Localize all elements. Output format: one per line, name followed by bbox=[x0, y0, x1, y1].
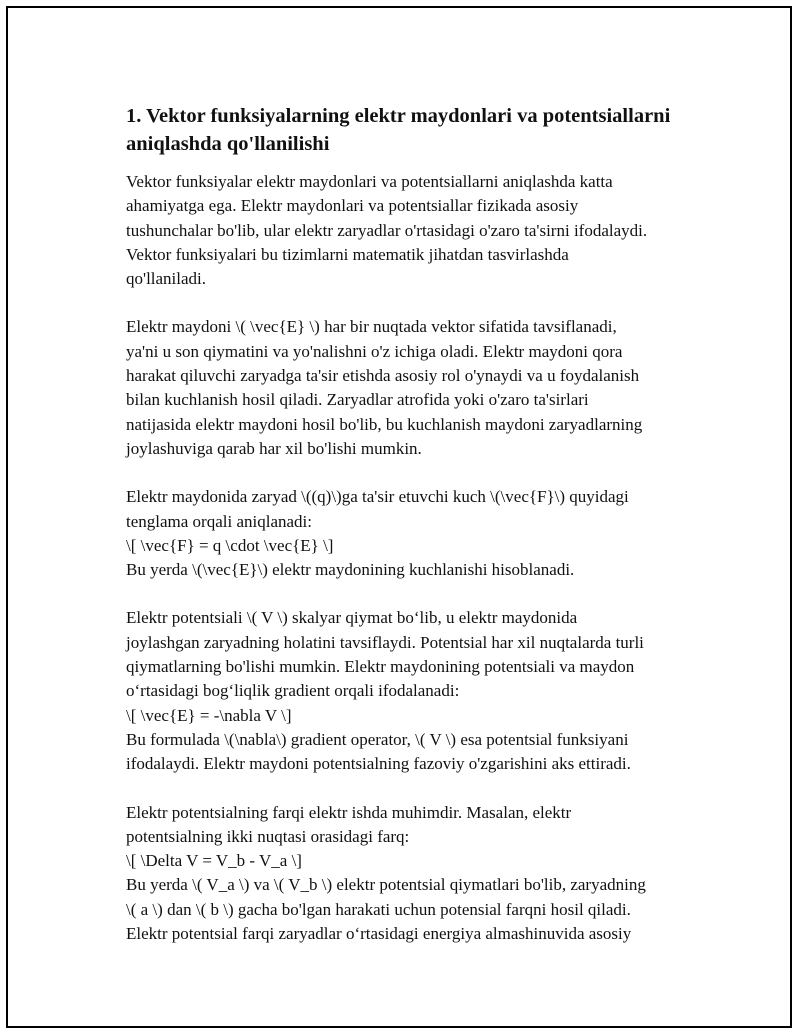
text-line: bilan kuchlanish hosil qiladi. Zaryadlar atrofida yoki o'zaro ta'sirlari bbox=[126, 390, 589, 410]
text-line: ya'ni u son qiymatini va yo'nalishni o'z ichiga oladi. Elektr maydoni qora bbox=[126, 341, 623, 361]
page-frame bbox=[6, 6, 792, 1028]
formula-line: \[ \vec{E} = -\nabla V \] bbox=[126, 705, 292, 725]
heading-line: aniqlashda qo'llanilishi bbox=[126, 133, 330, 155]
text-line: Vektor funksiyalar elektr maydonlari va potentsiallarni aniqlashda katta bbox=[126, 172, 613, 191]
paragraph-electric-field bbox=[126, 315, 696, 461]
text-line: Elektr maydoni \( \vec{E} \) har bir nuqtada vektor sifatida tavsiflanadi, bbox=[126, 317, 617, 337]
text-line: harakat qiluvchi zaryadga ta'sir etishda asosiy rol o'ynaydi va u foydalanish bbox=[126, 366, 640, 386]
formula-line: \[ \vec{F} = q \cdot \vec{E} \] bbox=[126, 535, 334, 555]
text-line: ahamiyatga ega. Elektr maydonlari va potentsiallar fizikada asosiy bbox=[126, 196, 579, 216]
text-line: qiymatlarning bo'lishi mumkin. Elektr maydonining potentsiali va maydon bbox=[126, 657, 635, 677]
text-line: Elektr potentsial farqi zaryadlar o‘rtasidagi energiya almashinuvida asosiy bbox=[126, 924, 632, 944]
heading-line: 1. Vektor funksiyalarning elektr maydonlari va potentsiallarni bbox=[126, 105, 671, 127]
text-line: Elektr maydonida zaryad \((q)\)ga ta'sir etuvchi kuch \(\vec{F}\) quyidagi bbox=[126, 487, 629, 507]
section-heading bbox=[126, 102, 696, 158]
text-line: tenglama orqali aniqlanadi: bbox=[126, 511, 312, 531]
text-line: qo'llaniladi. bbox=[126, 269, 207, 289]
text-line: Elektr potentsialning farqi elektr ishda muhimdir. Masalan, elektr bbox=[126, 802, 572, 822]
text-line: o‘rtasidagi bog‘liqlik gradient orqali ifodalanadi: bbox=[126, 681, 460, 701]
text-line: Vektor funksiyalari bu tizimlarni matematik jihatdan tasvirlashda bbox=[126, 244, 569, 264]
text-line: potentsialning ikki nuqtasi orasidagi farq: bbox=[126, 826, 410, 846]
text-line: Elektr potentsiali \( V \) skalyar qiymat bo‘lib, u elektr maydonida bbox=[126, 608, 578, 628]
paragraph-intro bbox=[126, 170, 696, 291]
paragraph-force bbox=[126, 485, 696, 582]
text-line: Bu yerda \( V_a \) va \( V_b \) elektr potentsial qiymatlari bo'lib, zaryadning bbox=[126, 875, 646, 895]
text-line: joylashgan zaryadning holatini tavsiflaydi. Potentsial har xil nuqtalarda turli bbox=[126, 632, 644, 652]
text-line: joylashuviga qarab har xil bo'lishi mumkin. bbox=[126, 438, 422, 458]
text-line: tushunchalar bo'lib, ular elektr zaryadlar o'rtasidagi o'zaro ta'sirni ifodalaydi. bbox=[126, 220, 648, 240]
text-line: Bu formulada \(\nabla\) gradient operator, \( V \) esa potentsial funksiyani bbox=[126, 729, 629, 749]
text-line: ifodalaydi. Elektr maydoni potentsialning fazoviy o'zgarishini aks ettiradi. bbox=[126, 754, 631, 774]
paragraph-potential-difference bbox=[126, 801, 696, 947]
text-line: Bu yerda \(\vec{E}\) elektr maydonining kuchlanishi hisoblanadi. bbox=[126, 560, 575, 580]
document-body bbox=[126, 102, 696, 970]
formula-line: \[ \Delta V = V_b - V_a \] bbox=[126, 851, 302, 871]
text-line: natijasida elektr maydoni hosil bo'lib, bu kuchlanish maydoni zaryadlarning bbox=[126, 414, 643, 434]
paragraph-potential bbox=[126, 606, 696, 776]
text-line: \( a \) dan \( b \) gacha bo'lgan harakati uchun potensial farqni hosil qiladi. bbox=[126, 899, 631, 919]
